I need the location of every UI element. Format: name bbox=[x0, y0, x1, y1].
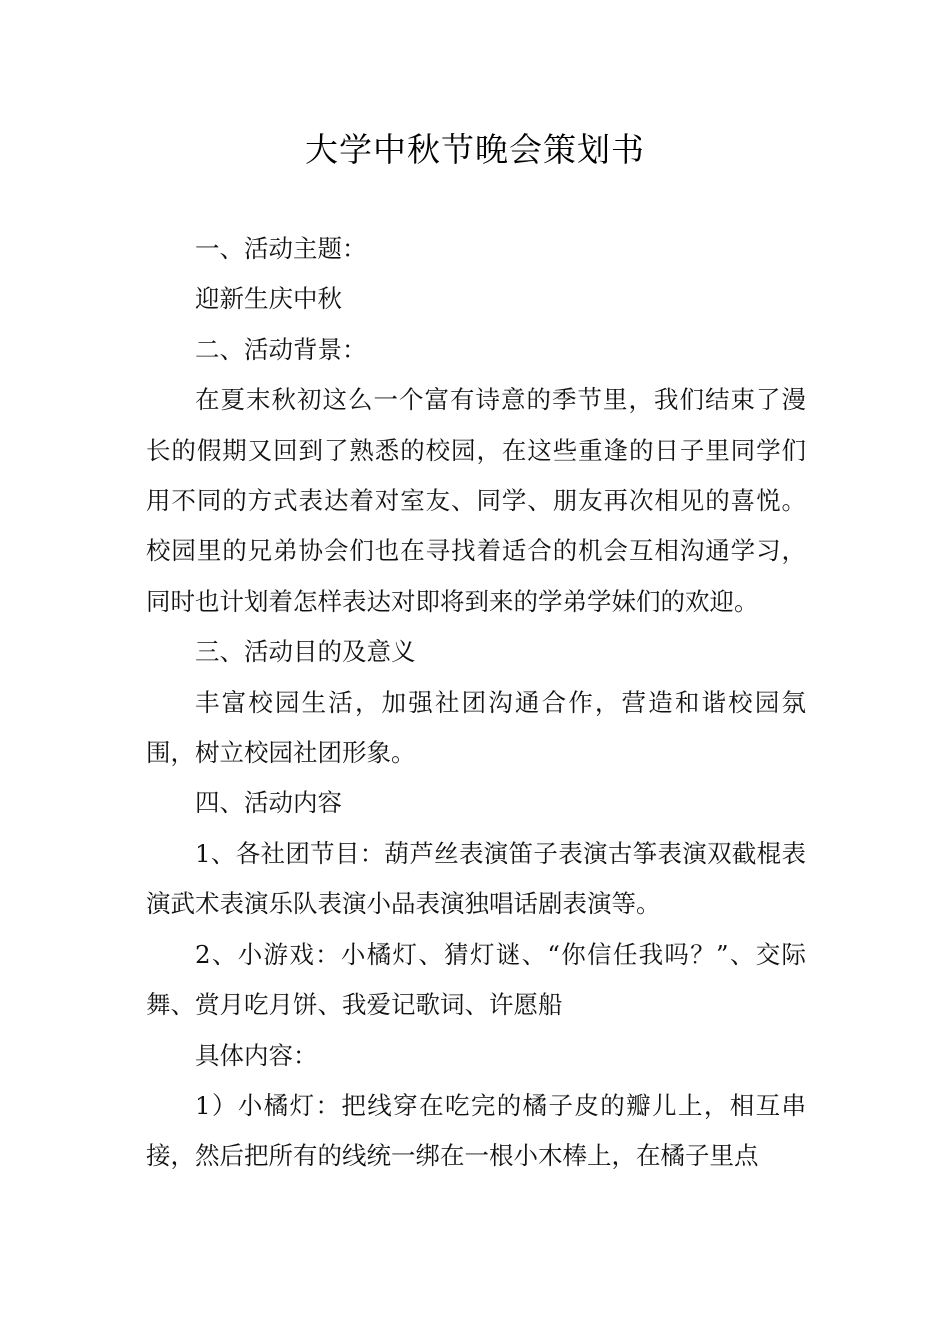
paragraph-club-programs: 1、各社团节目：葫芦丝表演笛子表演古筝表演双截棍表演武术表演乐队表演小品表演独唱话剧表演等。 bbox=[146, 838, 806, 919]
document-title: 大学中秋节晚会策划书 bbox=[305, 130, 645, 169]
heading-activity-background: 二、活动背景： bbox=[195, 334, 367, 364]
heading-activity-content: 四、活动内容 bbox=[195, 788, 342, 818]
paragraph-activity-purpose: 丰富校园生活，加强社团沟通合作，营造和谐校园氛围，树立校园社团形象。 bbox=[146, 687, 806, 768]
paragraph-activity-theme: 迎新生庆中秋 bbox=[195, 284, 342, 314]
paragraph-activity-background: 在夏末秋初这么一个富有诗意的季节里，我们结束了漫长的假期又回到了熟悉的校园，在这些重逢的日子里同学们用不同的方式表达着对室友、同学、朋友再次相见的喜悦。校园里的兄弟协会们也在寻找着适合的机会互相沟通学习，同时也计划着怎样表达对即将到来的学弟学妹们的欢迎。 bbox=[146, 385, 806, 616]
heading-activity-purpose: 三、活动目的及意义 bbox=[195, 637, 416, 667]
paragraph-mini-games: 2、小游戏：小橘灯、猜灯谜、“你信任我吗？”、交际舞、赏月吃月饼、我爱记歌词、许愿船 bbox=[146, 939, 806, 1020]
heading-activity-theme: 一、活动主题： bbox=[195, 234, 367, 263]
heading-specific-content: 具体内容： bbox=[195, 1040, 318, 1070]
document-body bbox=[146, 224, 806, 1182]
paragraph-orange-lantern: 1）小橘灯：把线穿在吃完的橘子皮的瓣儿上，相互串接，然后把所有的线统一绑在一根小木棒上，在橘子里点 bbox=[146, 1090, 806, 1171]
